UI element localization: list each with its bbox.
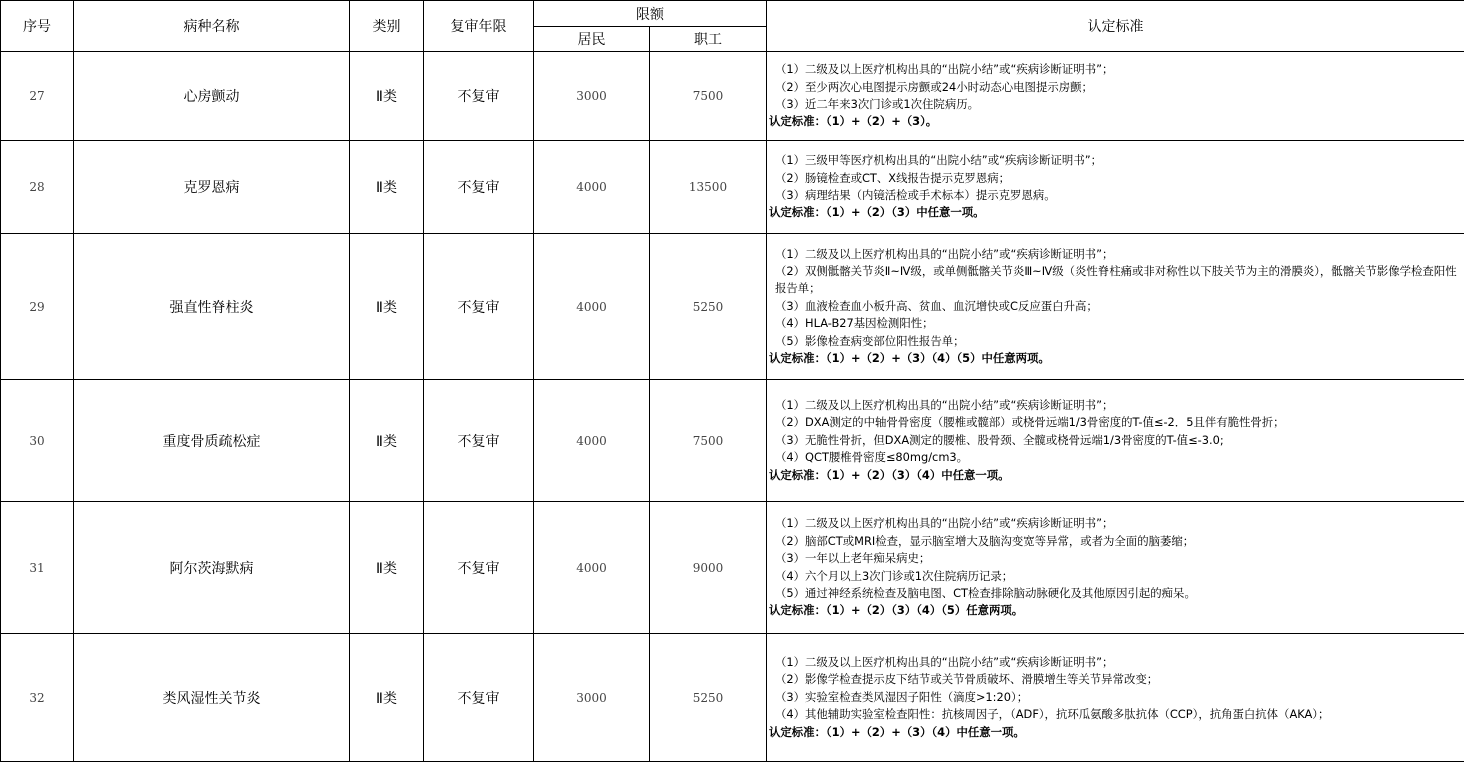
criteria-cell [767, 380, 1464, 502]
criteria-line: （3）无脆性骨折，但DXA测定的腰椎、股骨颈、全髋或桡骨远端1/3骨密度的T-值≤-3.0; [775, 432, 1224, 447]
criteria-line: （3）病理结果（内镜活检或手术标本）提示克罗恩病。 [775, 188, 1056, 202]
criteria-line: （2）脑部CT或MRI检查，显示脑室增大及脑沟变宽等异常，或者为全面的脑萎缩； [775, 533, 1195, 548]
employee-limit-cell: 7500 [650, 52, 767, 141]
employee-limit-cell: 5250 [650, 234, 767, 380]
criteria-line: （2）至少两次心电图提示房颤或24小时动态心电图提示房颤； [775, 79, 1093, 94]
table-row [1, 141, 1464, 234]
header-limit: 限额 [534, 1, 767, 27]
criteria-summary: 认定标准：（1）+（2）+（3）。 [769, 114, 938, 129]
criteria-line: （1）二级及以上医疗机构出具的“出院小结”或“疾病诊断证明书”； [775, 62, 1114, 77]
criteria-line: （3）实验室检查类风湿因子阳性（滴度>1:20）； [775, 689, 1029, 704]
criteria-summary: 认定标准：（1）+（2）（3）（4）中任意一项。 [769, 467, 1010, 482]
resident-limit-cell: 4000 [534, 234, 650, 380]
criteria-line: （4）其他辅助实验室检查阳性：抗核周因子，（ADF），抗环瓜氨酸多肽抗体（CCP），抗角蛋白抗体（AKA）； [775, 707, 1330, 722]
resident-limit-cell: 3000 [534, 52, 650, 141]
criteria-line: （3）近二年来3次门诊或1次住院病历。 [775, 97, 979, 111]
resident-limit-cell: 4000 [534, 502, 650, 634]
criteria-line: （1）二级及以上医疗机构出具的“出院小结”或“疾病诊断证明书”； [775, 246, 1114, 261]
criteria-cell [767, 234, 1464, 380]
criteria-line: （5）影像检查病变部位阳性报告单； [775, 333, 965, 348]
header-resident: 居民 [534, 27, 650, 52]
criteria-line: （2）双侧骶髂关节炎Ⅱ~Ⅳ级，或单侧骶髂关节炎Ⅲ~Ⅳ级（炎性脊柱痛或非对称性以下肢关节为主的滑膜炎），骶髂关节影像学检查阳性报告单； [775, 263, 1457, 296]
header-category: 类别 [350, 1, 424, 52]
resident-limit-cell: 4000 [534, 380, 650, 502]
header-name: 病种名称 [74, 1, 350, 52]
seq-cell: 30 [1, 380, 74, 502]
review-cell: 不复审 [424, 634, 534, 762]
table-row [1, 502, 1464, 634]
disease-name-cell: 重度骨质疏松症 [74, 380, 350, 502]
header-criteria: 认定标准 [767, 1, 1464, 52]
seq-cell: 31 [1, 502, 74, 634]
criteria-line: （1）二级及以上医疗机构出具的“出院小结”或“疾病诊断证明书”； [775, 516, 1114, 531]
criteria-cell [767, 502, 1464, 634]
table-row [1, 234, 1464, 380]
table-row [1, 380, 1464, 502]
category-cell: Ⅱ类 [350, 234, 424, 380]
criteria-line: （4）QCT腰椎骨密度≤80mg/cm3。 [775, 450, 969, 465]
seq-cell: 27 [1, 52, 74, 141]
category-cell: Ⅱ类 [350, 634, 424, 762]
criteria-summary: 认定标准：（1）+（2）+（3）（4）中任意一项。 [769, 724, 1025, 739]
category-cell: Ⅱ类 [350, 141, 424, 234]
criteria-cell [767, 141, 1464, 234]
category-cell: Ⅱ类 [350, 52, 424, 141]
criteria-summary: 认定标准：（1）+（2）+（3）（4）（5）中任意两项。 [769, 351, 1050, 366]
criteria-line: （1）二级及以上医疗机构出具的“出院小结”或“疾病诊断证明书”； [775, 654, 1114, 669]
criteria-line: （3）血液检查血小板升高、贫血、血沉增快或C反应蛋白升高； [775, 298, 1098, 313]
criteria-line: （1）三级甲等医疗机构出具的“出院小结”或“疾病诊断证明书”； [775, 153, 1103, 168]
review-cell: 不复审 [424, 234, 534, 380]
employee-limit-cell: 7500 [650, 380, 767, 502]
criteria-line: （4）HLA-B27基因检测阳性； [775, 316, 934, 331]
review-cell: 不复审 [424, 52, 534, 141]
criteria-summary: 认定标准：（1）+（2）（3）（4）（5）任意两项。 [769, 603, 1024, 618]
category-cell: Ⅱ类 [350, 380, 424, 502]
table-row [1, 634, 1464, 762]
disease-name-cell: 强直性脊柱炎 [74, 234, 350, 380]
disease-name-cell: 类风湿性关节炎 [74, 634, 350, 762]
seq-cell: 28 [1, 141, 74, 234]
review-cell: 不复审 [424, 141, 534, 234]
criteria-line: （2）DXA测定的中轴骨骨密度（腰椎或髋部）或桡骨远端1/3骨密度的T-值≤-2．5且伴有脆性骨折； [775, 415, 1285, 430]
header-seq: 序号 [1, 1, 74, 52]
table-row [1, 52, 1464, 141]
disease-name-cell: 克罗恩病 [74, 141, 350, 234]
criteria-line: （2）影像学检查提示皮下结节或关节骨质破坏、滑膜增生等关节异常改变； [775, 672, 1159, 687]
seq-cell: 32 [1, 634, 74, 762]
criteria-cell [767, 634, 1464, 762]
resident-limit-cell: 4000 [534, 141, 650, 234]
employee-limit-cell: 13500 [650, 141, 767, 234]
resident-limit-cell: 3000 [534, 634, 650, 762]
header-employee: 职工 [650, 27, 767, 52]
disease-name-cell: 心房颤动 [74, 52, 350, 141]
criteria-cell [767, 52, 1464, 141]
criteria-summary: 认定标准：（1）+（2）（3）中任意一项。 [769, 205, 985, 220]
criteria-line: （2）肠镜检查或CT、X线报告提示克罗恩病； [775, 170, 1010, 185]
header-review: 复审年限 [424, 1, 534, 52]
review-cell: 不复审 [424, 380, 534, 502]
employee-limit-cell: 9000 [650, 502, 767, 634]
seq-cell: 29 [1, 234, 74, 380]
criteria-line: （4）六个月以上3次门诊或1次住院病历记录； [775, 568, 1014, 583]
category-cell: Ⅱ类 [350, 502, 424, 634]
criteria-line: （5）通过神经系统检查及脑电图、CT检查排除脑动脉硬化及其他原因引起的痴呆。 [775, 585, 1196, 600]
criteria-line: （3）一年以上老年痴呆病史； [775, 551, 931, 566]
criteria-line: （1）二级及以上医疗机构出具的“出院小结”或“疾病诊断证明书”； [775, 397, 1114, 412]
disease-name-cell: 阿尔茨海默病 [74, 502, 350, 634]
employee-limit-cell: 5250 [650, 634, 767, 762]
review-cell: 不复审 [424, 502, 534, 634]
